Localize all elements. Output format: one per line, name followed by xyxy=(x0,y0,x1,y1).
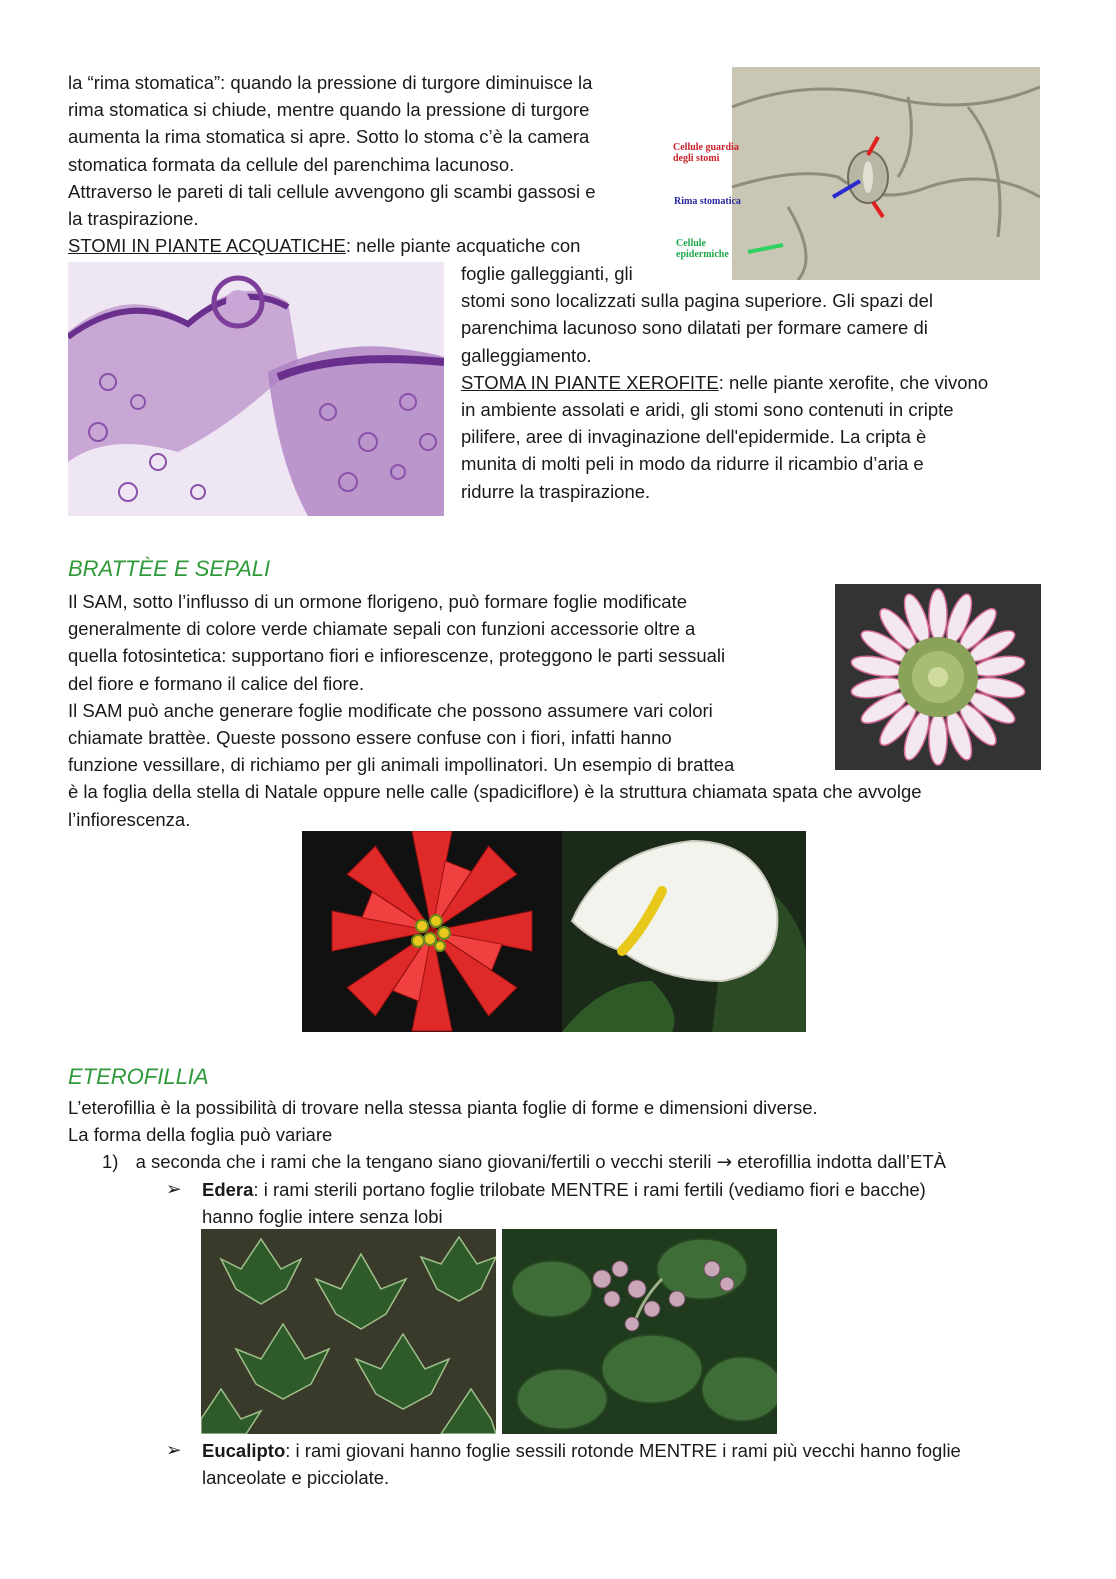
xerofite-intro xyxy=(461,369,1061,396)
text-line: galleggiamento. xyxy=(461,344,592,366)
text-line: chiamate brattèe. Queste possono essere confuse con i fiori, infatti hanno xyxy=(68,727,672,749)
right-arrow-icon: → xyxy=(716,1152,733,1173)
label-rima: Rima stomatica xyxy=(674,196,741,207)
text-line: l’infiorescenza. xyxy=(68,808,191,830)
xerofite-first: : nelle piante xerofite, che vivono xyxy=(718,371,989,393)
daisy-photo xyxy=(835,584,1041,770)
text-line: ridurre la traspirazione. xyxy=(461,480,651,502)
label-guard-cells: Cellule guardia degli stomi xyxy=(673,142,739,164)
text-line: generalmente di colore verde chiamate sepali con funzioni accessorie oltre a xyxy=(68,618,696,640)
edera-text-cont: hanno foglie intere senza lobi xyxy=(202,1206,443,1228)
text-line: rima stomatica si chiude, mentre quando la pressione di turgore xyxy=(68,99,590,121)
eucalipto-bullet xyxy=(166,1437,1046,1491)
text-line: Il SAM può anche generare foglie modificate che possono assumere vari colori xyxy=(68,699,713,721)
stoma-paragraph xyxy=(68,69,668,259)
eucalipto-text-cont: lanceolate e picciolate. xyxy=(202,1467,390,1489)
text-line: del fiore e formano il calice del fiore. xyxy=(68,672,365,694)
text-line: è la foglia della stella di Natale oppure nelle calle (spadiciflore) è la struttura chiamata spata che avvolge xyxy=(68,781,922,803)
acquatiche-intro xyxy=(68,232,668,259)
poinsettia-photo xyxy=(302,831,562,1032)
text-line: L’eterofillia è la possibilità di trovare nella stessa pianta foglie di forme e dimensioni diverse. xyxy=(68,1097,818,1118)
list-item-tail: eterofillia indotta dall’ETÀ xyxy=(737,1151,947,1172)
eucalipto-term: Eucalipto xyxy=(202,1440,286,1461)
text-line: stomatica formata da cellule del parenchima lacunoso. xyxy=(68,153,515,175)
text-line: munita di molti peli in modo da ridurre il ricambio d’aria e xyxy=(461,453,924,475)
text-line: Attraverso le pareti di tali cellule avvengono gli scambi gassosi e xyxy=(68,180,596,202)
text-line: La forma della foglia può variare xyxy=(68,1124,333,1146)
ivy-fertile-photo xyxy=(502,1229,777,1434)
text-line: Il SAM, sotto l’influsso di un ormone florigeno, può formare foglie modificate xyxy=(68,591,688,612)
bullet-arrow-icon: ➢ xyxy=(166,1179,182,1200)
text-line: stomi sono localizzati sulla pagina superiore. Gli spazi del xyxy=(461,290,933,312)
text-line: pilifere, aree di invaginazione dell'epidermide. La cripta è xyxy=(461,426,927,448)
text-line: in ambiente assolati e aridi, gli stomi sono contenuti in cripte xyxy=(461,399,954,421)
aquatic-leaf-micrograph xyxy=(68,262,444,516)
acquatiche-first: : nelle piante acquatiche con xyxy=(345,235,581,257)
bullet-arrow-icon: ➢ xyxy=(166,1440,182,1461)
text-line: quella fotosintetica: supportano fiori e infiorescenze, proteggono le parti sessuali xyxy=(68,645,726,667)
edera-term: Edera xyxy=(202,1179,254,1200)
text-line: foglie galleggianti, gli xyxy=(461,263,633,284)
calla-photo xyxy=(562,831,806,1032)
xerofite-label: STOMA IN PIANTE XEROFITE xyxy=(461,371,719,393)
list-item xyxy=(102,1148,1062,1176)
heading-eterofillia: ETEROFILLIA xyxy=(68,1064,209,1089)
stoma-micrograph xyxy=(668,67,1040,280)
edera-text: : i rami sterili portano foglie trilobate MENTRE i rami fertili (vediamo fiori e bacche) xyxy=(253,1179,926,1200)
text-line: parenchima lacunoso sono dilatati per formare camere di xyxy=(461,317,928,339)
text-line: la traspirazione. xyxy=(68,208,199,230)
acquatiche-paragraph xyxy=(461,260,1061,505)
text-line: funzione vessillare, di richiamo per gli animali impollinatori. Un esempio di brattea xyxy=(68,754,735,776)
list-item-text: a seconda che i rami che la tengano siano giovani/fertili o vecchi sterili xyxy=(135,1151,712,1172)
text-line: aumenta la rima stomatica si apre. Sotto lo stoma c’è la camera xyxy=(68,126,590,148)
heading-brattee-sepali: BRATTÈE E SEPALI xyxy=(68,556,271,581)
acquatiche-label: STOMI IN PIANTE ACQUATICHE xyxy=(68,235,346,257)
text-line: la “rima stomatica”: quando la pressione di turgore diminuisce la xyxy=(68,72,593,93)
eterofillia-intro xyxy=(68,1094,1068,1148)
eucalipto-text: : i rami giovani hanno foglie sessili rotonde MENTRE i rami più vecchi hanno foglie xyxy=(285,1440,961,1461)
list-number: 1) xyxy=(102,1151,119,1172)
label-epidermal: Cellule epidermiche xyxy=(676,238,729,260)
ivy-sterile-photo xyxy=(201,1229,496,1434)
edera-bullet xyxy=(166,1176,1046,1230)
